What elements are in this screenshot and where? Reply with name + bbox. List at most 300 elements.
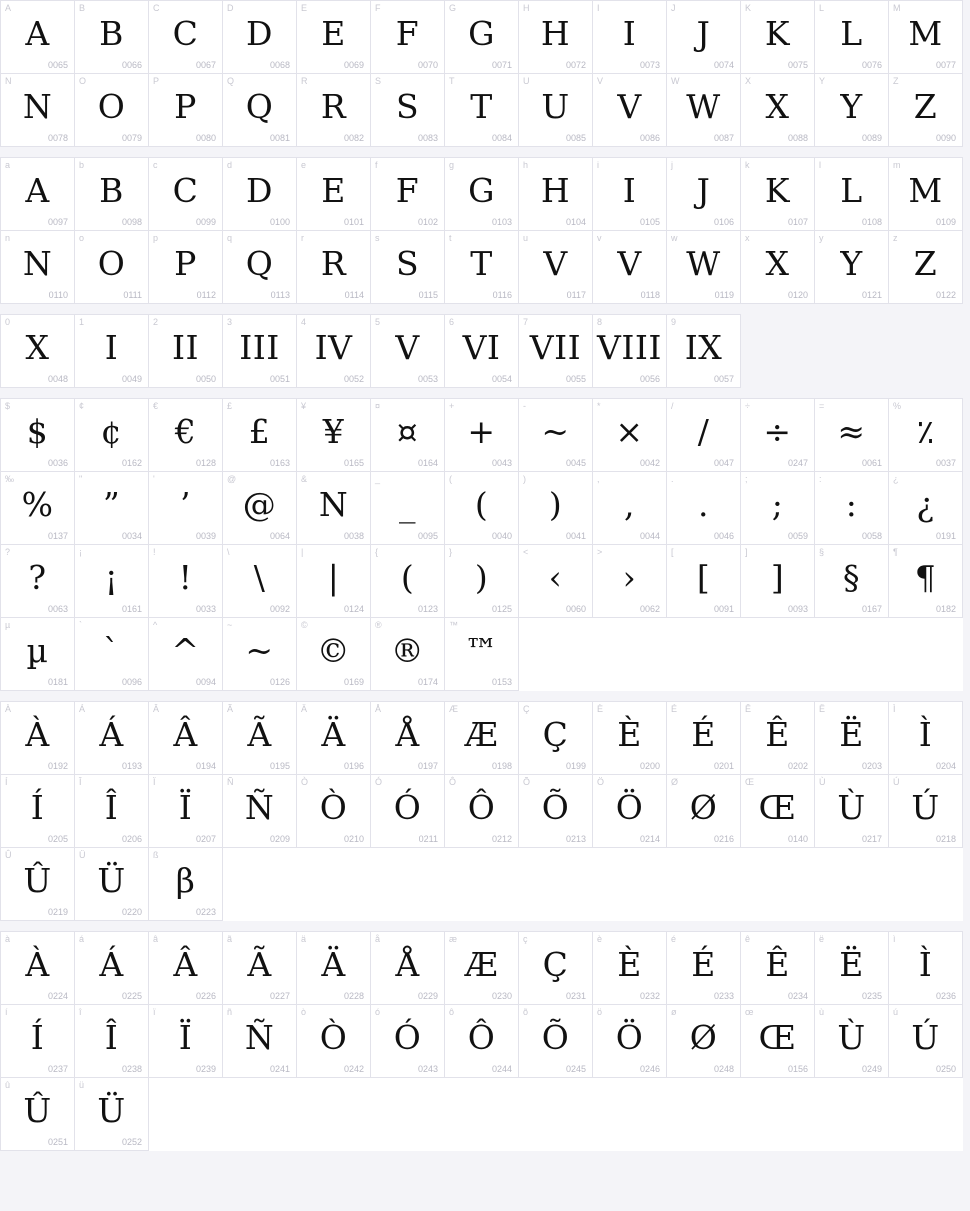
glyph-code: 0229 <box>417 991 438 1001</box>
glyph-code: 0251 <box>47 1137 68 1147</box>
glyph-cell[interactable] <box>75 399 149 472</box>
glyph-group-punctuation-and-symbols <box>0 398 963 691</box>
glyph-char-label: o <box>79 233 85 243</box>
glyph-cell[interactable] <box>667 545 741 618</box>
glyph-code: 0216 <box>713 834 734 844</box>
glyph-cell[interactable] <box>149 775 223 848</box>
glyph-code: 0234 <box>787 991 808 1001</box>
glyph-cell[interactable] <box>371 231 445 304</box>
glyph-cell[interactable] <box>1 399 75 472</box>
glyph-cell[interactable] <box>815 472 889 545</box>
glyph-preview: W <box>686 87 721 126</box>
glyph-char-label: ¤ <box>375 401 381 411</box>
glyph-cell[interactable] <box>371 472 445 545</box>
glyph-char-label: ÷ <box>745 401 750 411</box>
glyph-cell[interactable] <box>223 158 297 231</box>
glyph-cell[interactable] <box>815 1 889 74</box>
glyph-cell[interactable] <box>889 545 963 618</box>
glyph-char-label: C <box>153 3 160 13</box>
glyph-char-label: k <box>745 160 750 170</box>
glyph-cell[interactable] <box>667 702 741 775</box>
glyph-preview: ! <box>178 558 193 597</box>
glyph-cell[interactable] <box>815 702 889 775</box>
glyph-cell[interactable] <box>371 1005 445 1078</box>
glyph-cell[interactable] <box>519 399 593 472</box>
glyph-cell[interactable] <box>815 1005 889 1078</box>
glyph-cell[interactable] <box>519 702 593 775</box>
glyph-char-label: Â <box>153 704 160 714</box>
glyph-preview: S <box>395 244 420 283</box>
glyph-cell[interactable] <box>371 74 445 147</box>
glyph-cell[interactable] <box>667 775 741 848</box>
glyph-cell[interactable] <box>75 472 149 545</box>
glyph-preview: T <box>470 87 493 126</box>
glyph-cell[interactable] <box>297 932 371 1005</box>
glyph-code: 0048 <box>47 374 68 384</box>
glyph-code: 0194 <box>195 761 216 771</box>
glyph-cell[interactable] <box>1 545 75 618</box>
glyph-cell[interactable] <box>223 545 297 618</box>
glyph-cell[interactable] <box>445 74 519 147</box>
glyph-cell[interactable] <box>297 315 371 388</box>
glyph-code: 0082 <box>343 133 364 143</box>
glyph-preview: Ä <box>321 715 346 754</box>
glyph-preview: ٪ <box>916 412 935 451</box>
glyph-preview: O <box>97 244 126 283</box>
glyph-cell[interactable] <box>593 775 667 848</box>
glyph-char-label: { <box>375 547 379 557</box>
glyph-cell[interactable] <box>889 231 963 304</box>
glyph-cell[interactable] <box>371 775 445 848</box>
glyph-cell[interactable] <box>1 775 75 848</box>
glyph-cell[interactable] <box>519 545 593 618</box>
glyph-cell[interactable] <box>75 231 149 304</box>
glyph-cell[interactable] <box>445 158 519 231</box>
glyph-cell[interactable] <box>297 702 371 775</box>
glyph-cell[interactable] <box>815 74 889 147</box>
glyph-preview: ) <box>548 485 563 524</box>
glyph-preview: V <box>617 244 642 283</box>
glyph-cell[interactable] <box>149 618 223 691</box>
glyph-cell[interactable] <box>593 231 667 304</box>
glyph-preview: Î <box>104 788 119 827</box>
glyph-code: 0174 <box>417 677 438 687</box>
glyph-cell[interactable] <box>371 1 445 74</box>
glyph-cell[interactable] <box>297 1 371 74</box>
glyph-code: 0122 <box>935 290 956 300</box>
glyph-preview: , <box>624 485 635 524</box>
glyph-preview: N <box>318 485 349 524</box>
glyph-cell[interactable] <box>593 1005 667 1078</box>
glyph-cell[interactable] <box>371 932 445 1005</box>
glyph-code: 0085 <box>565 133 586 143</box>
glyph-code: 0099 <box>195 217 216 227</box>
glyph-cell[interactable] <box>149 848 223 921</box>
glyph-cell[interactable] <box>593 399 667 472</box>
glyph-cell[interactable] <box>741 775 815 848</box>
glyph-char-label: é <box>671 934 677 944</box>
glyph-cell[interactable] <box>889 74 963 147</box>
glyph-cell[interactable] <box>815 399 889 472</box>
glyph-cell[interactable] <box>223 231 297 304</box>
glyph-code: 0140 <box>787 834 808 844</box>
glyph-char-label: O <box>79 76 87 86</box>
glyph-row <box>1 932 963 1005</box>
glyph-cell[interactable] <box>815 158 889 231</box>
glyph-code: 0049 <box>121 374 142 384</box>
glyph-code: 0060 <box>565 604 586 614</box>
glyph-char-label: > <box>597 547 603 557</box>
glyph-cell[interactable] <box>149 315 223 388</box>
glyph-cell[interactable] <box>297 158 371 231</box>
glyph-preview: @ <box>242 485 277 524</box>
glyph-char-label: ö <box>597 1007 603 1017</box>
glyph-cell[interactable] <box>1 472 75 545</box>
glyph-char-label: B <box>79 3 86 13</box>
glyph-char-label: 3 <box>227 317 233 327</box>
glyph-code: 0063 <box>47 604 68 614</box>
glyph-preview: E <box>321 171 346 210</box>
glyph-cell[interactable] <box>667 158 741 231</box>
glyph-code: 0237 <box>47 1064 68 1074</box>
glyph-cell[interactable] <box>75 1 149 74</box>
glyph-cell[interactable] <box>149 1 223 74</box>
glyph-cell[interactable] <box>889 702 963 775</box>
glyph-code: 0107 <box>787 217 808 227</box>
glyph-preview: ” <box>102 485 121 524</box>
glyph-cell[interactable] <box>297 399 371 472</box>
glyph-cell[interactable] <box>667 231 741 304</box>
glyph-cell[interactable] <box>297 545 371 618</box>
glyph-preview: B <box>99 14 124 53</box>
glyph-group-uppercase-latin <box>0 0 963 147</box>
glyph-cell[interactable] <box>889 158 963 231</box>
glyph-cell[interactable] <box>519 231 593 304</box>
glyph-char-label: - <box>523 401 526 411</box>
glyph-row <box>1 399 963 472</box>
glyph-code: 0195 <box>269 761 290 771</box>
glyph-preview: % <box>21 485 54 524</box>
glyph-char-label: ú <box>893 1007 899 1017</box>
glyph-cell[interactable] <box>75 932 149 1005</box>
glyph-cell[interactable] <box>593 315 667 388</box>
glyph-cell[interactable] <box>741 472 815 545</box>
glyph-preview: Q <box>245 244 274 283</box>
glyph-cell[interactable] <box>75 1078 149 1151</box>
glyph-cell[interactable] <box>667 932 741 1005</box>
glyph-preview: ( <box>400 558 415 597</box>
glyph-preview: J <box>696 14 711 53</box>
glyph-preview: Z <box>913 244 938 283</box>
glyph-preview: V <box>617 87 642 126</box>
glyph-preview: I <box>622 14 637 53</box>
glyph-preview: Ü <box>97 861 126 900</box>
glyph-cell[interactable] <box>149 472 223 545</box>
glyph-cell[interactable] <box>223 1005 297 1078</box>
glyph-cell[interactable] <box>667 472 741 545</box>
glyph-cell[interactable] <box>667 1005 741 1078</box>
glyph-preview: Ö <box>615 1018 644 1057</box>
glyph-char-label: s <box>375 233 380 243</box>
glyph-cell[interactable] <box>593 702 667 775</box>
glyph-cell[interactable] <box>1 932 75 1005</box>
glyph-code: 0224 <box>47 991 68 1001</box>
glyph-cell[interactable] <box>445 932 519 1005</box>
glyph-cell[interactable] <box>445 1 519 74</box>
glyph-code: 0128 <box>195 458 216 468</box>
glyph-cell[interactable] <box>75 74 149 147</box>
glyph-cell[interactable] <box>445 399 519 472</box>
glyph-cell[interactable] <box>149 399 223 472</box>
glyph-cell[interactable] <box>445 618 519 691</box>
glyph-cell[interactable] <box>1 1 75 74</box>
glyph-cell[interactable] <box>371 618 445 691</box>
glyph-preview: ; <box>771 485 784 524</box>
glyph-cell[interactable] <box>519 472 593 545</box>
glyph-cell[interactable] <box>371 399 445 472</box>
glyph-cell[interactable] <box>371 545 445 618</box>
glyph-preview: ¤ <box>396 412 419 451</box>
glyph-preview: A <box>25 171 50 210</box>
glyph-cell[interactable] <box>149 231 223 304</box>
glyph-char-label: U <box>523 76 530 86</box>
glyph-cell[interactable] <box>445 472 519 545</box>
glyph-cell[interactable] <box>75 1005 149 1078</box>
glyph-cell[interactable] <box>889 775 963 848</box>
glyph-preview: IX <box>684 328 723 367</box>
glyph-cell[interactable] <box>889 1005 963 1078</box>
glyph-cell[interactable] <box>445 1005 519 1078</box>
glyph-char-label: [ <box>671 547 674 557</box>
glyph-cell[interactable] <box>741 158 815 231</box>
glyph-preview: ÷ <box>763 412 792 451</box>
glyph-code: 0193 <box>121 761 142 771</box>
glyph-char-label: ä <box>301 934 307 944</box>
glyph-cell[interactable] <box>1 1078 75 1151</box>
glyph-char-label: µ <box>5 620 11 630</box>
glyph-cell[interactable] <box>1 158 75 231</box>
glyph-cell[interactable] <box>445 315 519 388</box>
glyph-char-label: + <box>449 401 455 411</box>
glyph-cell[interactable] <box>223 315 297 388</box>
glyph-cell[interactable] <box>297 74 371 147</box>
glyph-char-label: Î <box>79 777 82 787</box>
glyph-cell[interactable] <box>519 158 593 231</box>
glyph-code: 0203 <box>861 761 882 771</box>
glyph-cell[interactable] <box>815 932 889 1005</box>
glyph-cell[interactable] <box>667 399 741 472</box>
glyph-cell[interactable] <box>741 545 815 618</box>
glyph-preview: Ú <box>911 1018 940 1057</box>
glyph-cell[interactable] <box>741 932 815 1005</box>
glyph-char-label: ó <box>375 1007 381 1017</box>
glyph-code: 0045 <box>565 458 586 468</box>
glyph-code: 0062 <box>639 604 660 614</box>
glyph-preview: V <box>395 328 420 367</box>
glyph-cell[interactable] <box>75 618 149 691</box>
glyph-cell[interactable] <box>223 399 297 472</box>
glyph-cell[interactable] <box>593 932 667 1005</box>
glyph-char-label: : <box>819 474 822 484</box>
glyph-char-label: ç <box>523 934 528 944</box>
glyph-preview: P <box>174 244 197 283</box>
glyph-code: 0204 <box>935 761 956 771</box>
glyph-preview: : <box>845 485 858 524</box>
glyph-char-label: 2 <box>153 317 159 327</box>
glyph-char-label: P <box>153 76 160 86</box>
glyph-code: 0247 <box>787 458 808 468</box>
glyph-cell[interactable] <box>519 1005 593 1078</box>
glyph-cell[interactable] <box>741 399 815 472</box>
glyph-char-label: ¥ <box>301 401 307 411</box>
glyph-cell[interactable] <box>741 1005 815 1078</box>
glyph-cell[interactable] <box>445 545 519 618</box>
glyph-cell[interactable] <box>593 472 667 545</box>
glyph-char-label: £ <box>227 401 233 411</box>
glyph-cell[interactable] <box>149 74 223 147</box>
glyph-cell[interactable] <box>1 74 75 147</box>
glyph-char-label: } <box>449 547 453 557</box>
glyph-cell[interactable] <box>741 231 815 304</box>
glyph-char-label: _ <box>375 474 381 484</box>
glyph-preview: Y <box>840 87 863 126</box>
glyph-cell[interactable] <box>667 1 741 74</box>
glyph-cell[interactable] <box>889 472 963 545</box>
glyph-code: 0095 <box>417 531 438 541</box>
glyph-char-label: ( <box>449 474 452 484</box>
glyph-cell[interactable] <box>1 848 75 921</box>
glyph-char-label: S <box>375 76 382 86</box>
glyph-cell[interactable] <box>889 932 963 1005</box>
glyph-code: 0091 <box>713 604 734 614</box>
glyph-char-label: j <box>671 160 673 170</box>
glyph-cell[interactable] <box>149 932 223 1005</box>
glyph-preview: Û <box>23 861 52 900</box>
glyph-cell[interactable] <box>593 158 667 231</box>
glyph-cell[interactable] <box>75 702 149 775</box>
glyph-char-label: ¡ <box>79 547 82 557</box>
glyph-cell[interactable] <box>223 775 297 848</box>
glyph-char-label: € <box>153 401 159 411</box>
glyph-cell[interactable] <box>1 231 75 304</box>
glyph-cell[interactable] <box>149 702 223 775</box>
glyph-cell[interactable] <box>519 74 593 147</box>
glyph-cell[interactable] <box>223 932 297 1005</box>
glyph-preview: ` <box>103 631 120 670</box>
glyph-code: 0092 <box>269 604 290 614</box>
glyph-cell[interactable] <box>371 315 445 388</box>
glyph-cell[interactable] <box>223 1 297 74</box>
glyph-cell[interactable] <box>149 158 223 231</box>
glyph-cell[interactable] <box>815 545 889 618</box>
glyph-cell[interactable] <box>889 1 963 74</box>
glyph-code: 0248 <box>713 1064 734 1074</box>
glyph-cell[interactable] <box>149 545 223 618</box>
glyph-cell[interactable] <box>297 231 371 304</box>
glyph-code: 0061 <box>861 458 882 468</box>
glyph-cell[interactable] <box>741 702 815 775</box>
glyph-cell[interactable] <box>445 775 519 848</box>
glyph-char-label: Y <box>819 76 826 86</box>
glyph-cell[interactable] <box>75 775 149 848</box>
glyph-cell[interactable] <box>1 1005 75 1078</box>
glyph-cell[interactable] <box>815 775 889 848</box>
glyph-cell[interactable] <box>223 618 297 691</box>
glyph-cell[interactable] <box>593 1 667 74</box>
glyph-cell[interactable] <box>889 399 963 472</box>
glyph-cell[interactable] <box>667 315 741 388</box>
glyph-cell[interactable] <box>371 702 445 775</box>
glyph-cell[interactable] <box>75 158 149 231</box>
glyph-cell[interactable] <box>593 545 667 618</box>
glyph-code: 0200 <box>639 761 660 771</box>
glyph-char-label: ¢ <box>79 401 85 411</box>
glyph-code: 0096 <box>121 677 142 687</box>
glyph-char-label: q <box>227 233 233 243</box>
glyph-cell[interactable] <box>741 1 815 74</box>
glyph-char-label: % <box>893 401 902 411</box>
glyph-cell[interactable] <box>519 932 593 1005</box>
glyph-cell[interactable] <box>1 618 75 691</box>
glyph-preview: Ñ <box>244 788 275 827</box>
glyph-char-label: Å <box>375 704 382 714</box>
glyph-cell[interactable] <box>75 848 149 921</box>
glyph-preview: § <box>843 558 860 597</box>
glyph-code: 0056 <box>639 374 660 384</box>
glyph-code: 0118 <box>640 290 660 300</box>
glyph-cell[interactable] <box>815 231 889 304</box>
glyph-cell[interactable] <box>75 315 149 388</box>
glyph-code: 0083 <box>417 133 438 143</box>
glyph-char-label: Œ <box>745 777 754 787</box>
glyph-cell[interactable] <box>297 775 371 848</box>
glyph-char-label: ù <box>819 1007 825 1017</box>
glyph-preview: R <box>320 244 347 283</box>
glyph-cell[interactable] <box>1 315 75 388</box>
glyph-cell[interactable] <box>297 618 371 691</box>
glyph-preview: I <box>622 171 637 210</box>
glyph-preview: Á <box>99 945 124 984</box>
glyph-cell[interactable] <box>149 1005 223 1078</box>
glyph-cell[interactable] <box>445 231 519 304</box>
glyph-cell[interactable] <box>223 472 297 545</box>
glyph-char-label: i <box>597 160 599 170</box>
glyph-char-label: m <box>893 160 901 170</box>
glyph-cell[interactable] <box>519 775 593 848</box>
glyph-char-label: Ô <box>449 777 457 787</box>
glyph-cell[interactable] <box>223 74 297 147</box>
glyph-cell[interactable] <box>519 1 593 74</box>
glyph-preview: Ê <box>765 945 790 984</box>
glyph-cell[interactable] <box>223 702 297 775</box>
glyph-code: 0064 <box>269 531 290 541</box>
glyph-cell[interactable] <box>297 472 371 545</box>
glyph-cell[interactable] <box>445 702 519 775</box>
glyph-preview: Ò <box>319 1018 348 1057</box>
glyph-cell[interactable] <box>667 74 741 147</box>
glyph-cell[interactable] <box>297 1005 371 1078</box>
glyph-code: 0072 <box>565 60 586 70</box>
glyph-cell[interactable] <box>1 702 75 775</box>
glyph-cell[interactable] <box>741 74 815 147</box>
glyph-cell[interactable] <box>371 158 445 231</box>
glyph-preview: M <box>908 171 943 210</box>
glyph-cell[interactable] <box>519 315 593 388</box>
glyph-char-label: Ö <box>597 777 605 787</box>
glyph-char-label: E <box>301 3 308 13</box>
glyph-cell[interactable] <box>593 74 667 147</box>
glyph-cell[interactable] <box>75 545 149 618</box>
